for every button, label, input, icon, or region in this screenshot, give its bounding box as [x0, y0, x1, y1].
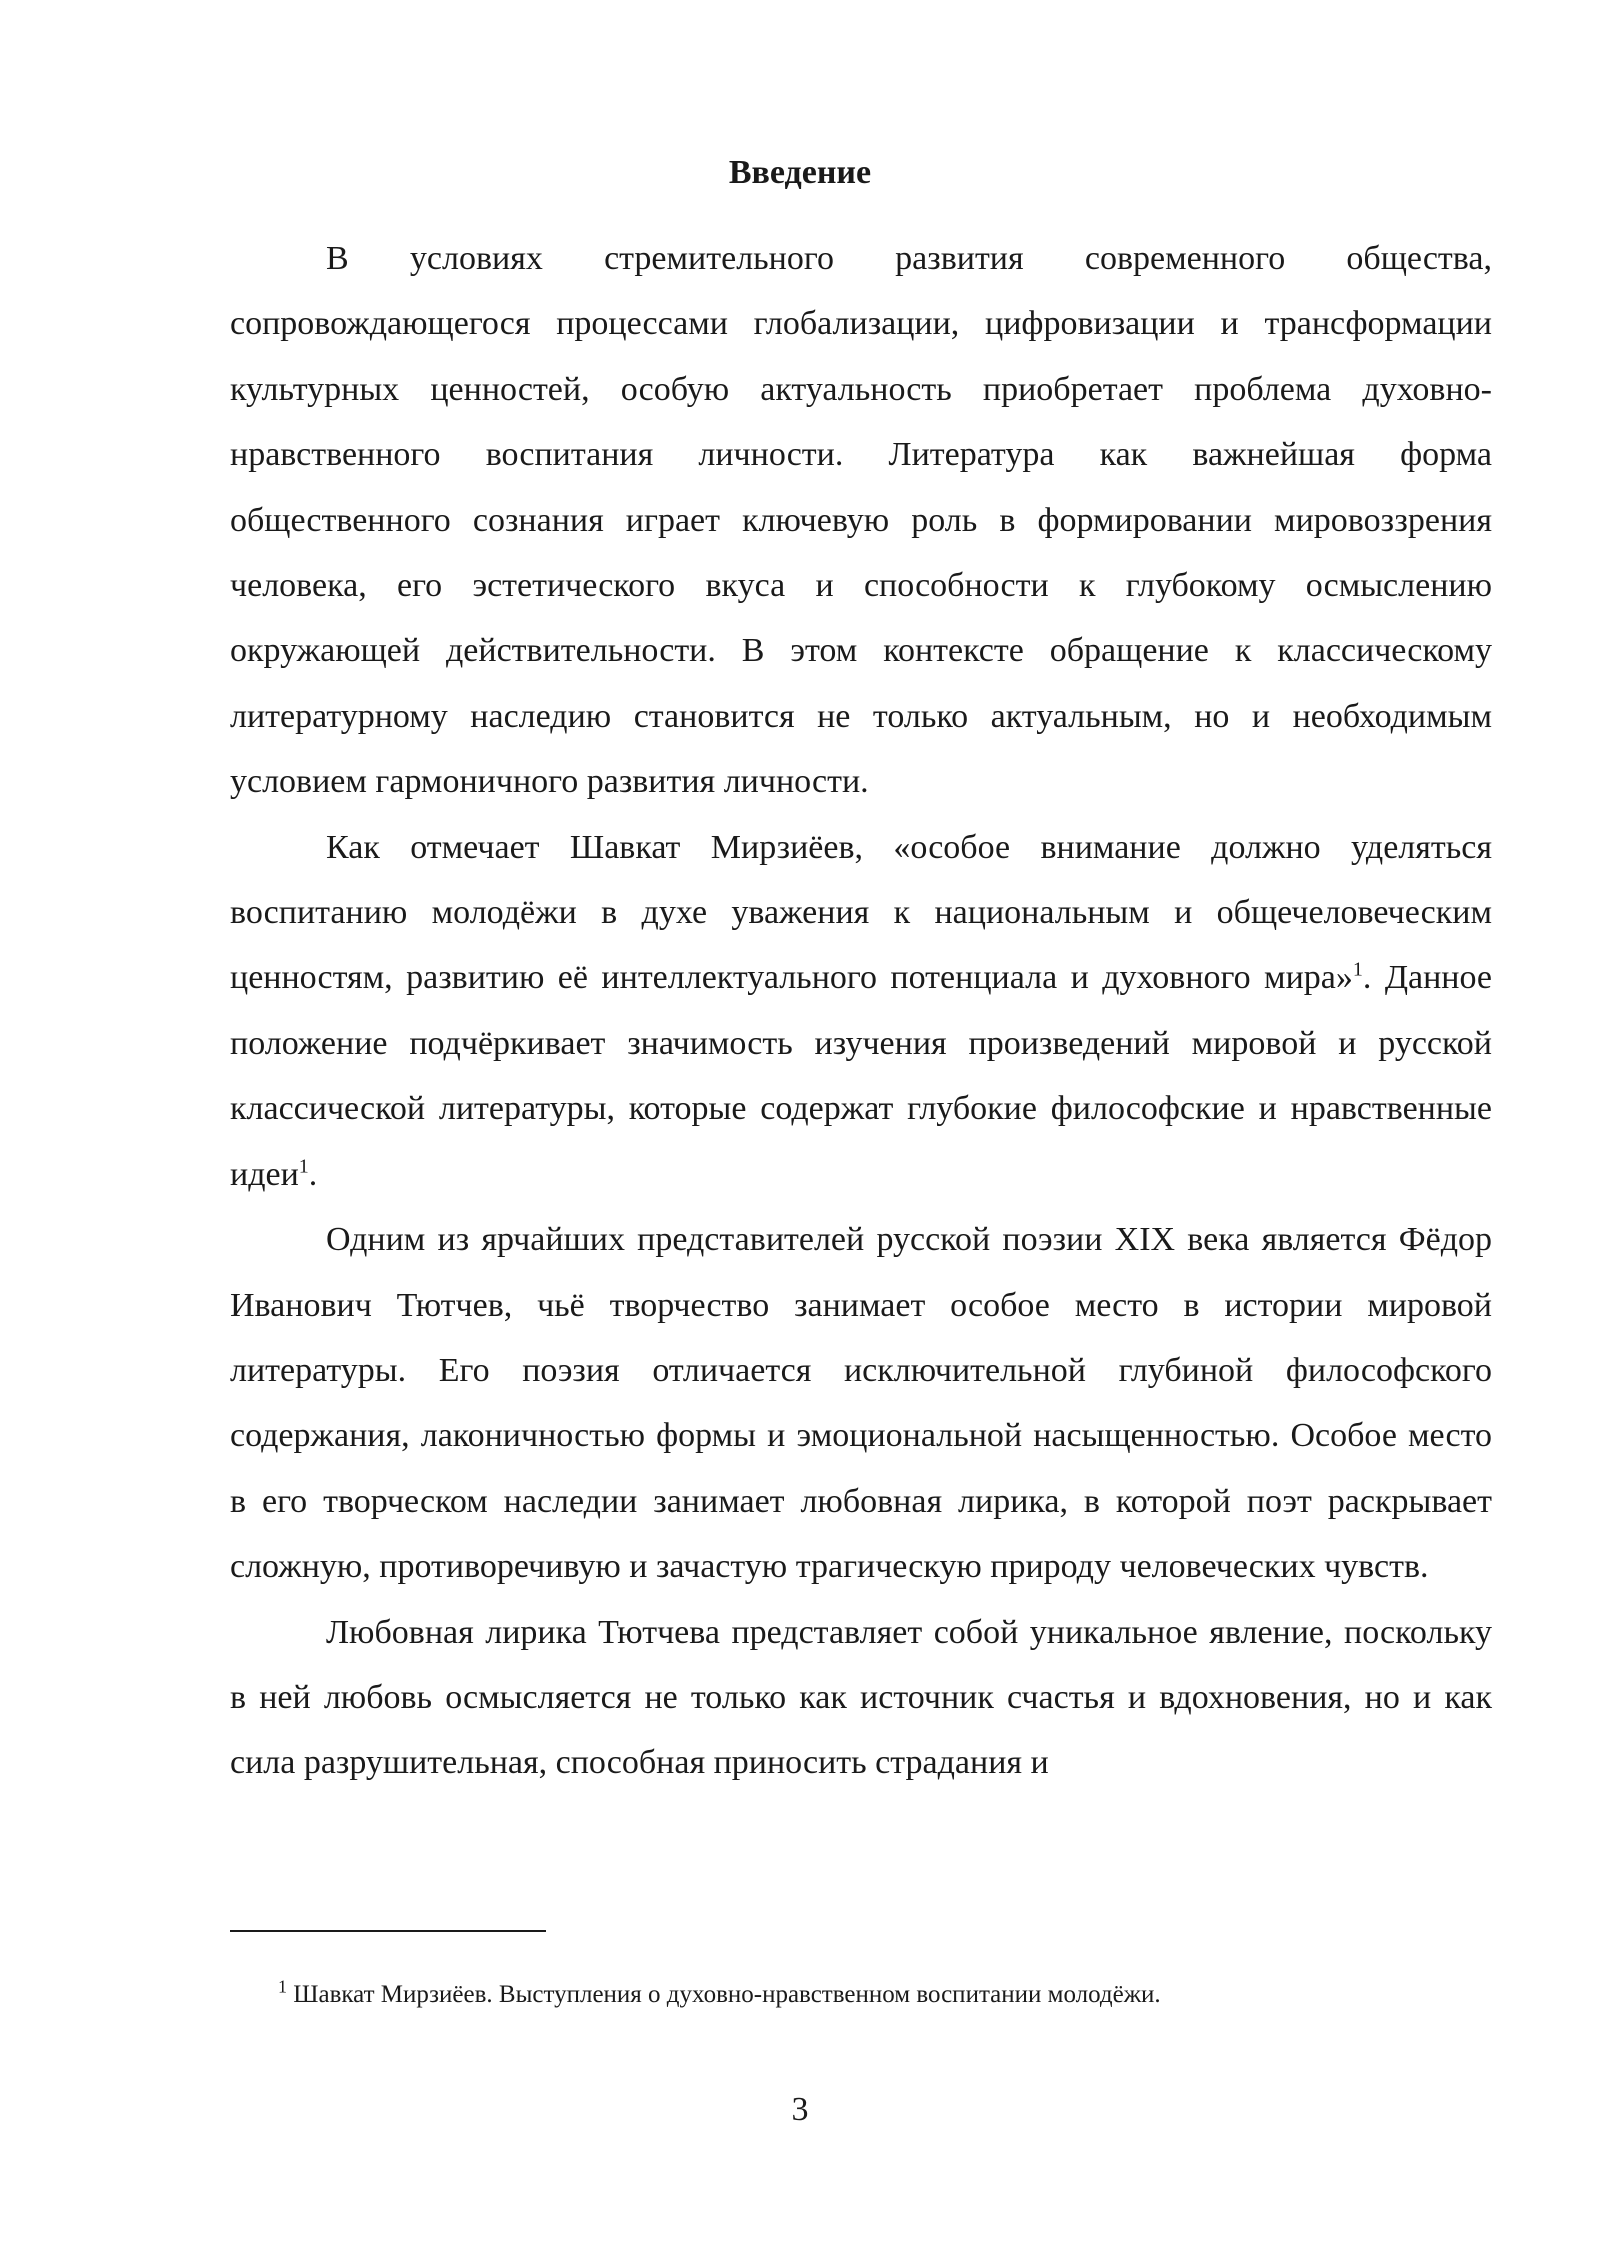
- footnote-marker: 1: [278, 1976, 287, 1997]
- quote-continuation: . Данное положение подчёркивает значимость изучения произведений мировой и русской классической литературы, которые содержат глубокие философские и нравственные идеи: [230, 959, 1493, 1193]
- quote-text: Как отмечает Шавкат Мирзиёев, «особое внимание должно уделяться воспитанию молодёжи в духе уважения к национальным и общечеловеческим ценностям, развитию её интеллектуального потенциала и духовного мира»: [230, 828, 1492, 997]
- footnote-reference[interactable]: 1: [298, 1155, 309, 1178]
- footnote: [278, 1976, 1478, 2014]
- page-number: 3: [791, 2091, 809, 2128]
- footnote-text: Шавкат Мирзиёев. Выступления о духовно-нравственном воспитании молодёжи.: [293, 1981, 1161, 2008]
- body-text: [230, 226, 1492, 1796]
- paragraph-intro: В условиях стремительного развития современного общества, сопровождающегося процессами глобализации, цифровизации и трансформации культурных ценностей, особую актуальность приобретает проблема духовно-нравственного воспитания личности. Литература как важнейшая форма общественного сознания играет ключевую роль в формировании мировоззрения человека, его эстетического вкуса и способности к глубокому осмыслению окружающей действительности. В этом контексте обращение к классическому литературному наследию становится не только актуальным, но и необходимым условием гармоничного развития личности.: [230, 240, 1492, 801]
- paragraph-tyutchev: Одним из ярчайших представителей русской поэзии XIX века является Фёдор Иванович Тютчев, чьё творчество занимает особое место в истории мировой литературы. Его поэзия отличается исключительной глубиной философского содержания, лаконичностью формы и эмоциональной насыщенностью. Особое место в его творческом наследии занимает любовная лирика, в которой поэт раскрывает сложную, противоречивую и зачастую трагическую природу человеческих чувств.: [230, 1221, 1492, 1586]
- footnote-separator: [230, 1930, 546, 1932]
- footnote-reference[interactable]: 1: [1352, 959, 1363, 982]
- paragraph-quote: [230, 815, 1492, 1207]
- section-heading: Введение: [728, 154, 872, 191]
- paragraph-love-lyrics: Любовная лирика Тютчева представляет собой уникальное явление, поскольку в ней любовь осмысляется не только как источник счастья и вдохновения, но и как сила разрушительная, способная приносить страдания и: [230, 1613, 1492, 1782]
- quote-end: .: [308, 1155, 318, 1193]
